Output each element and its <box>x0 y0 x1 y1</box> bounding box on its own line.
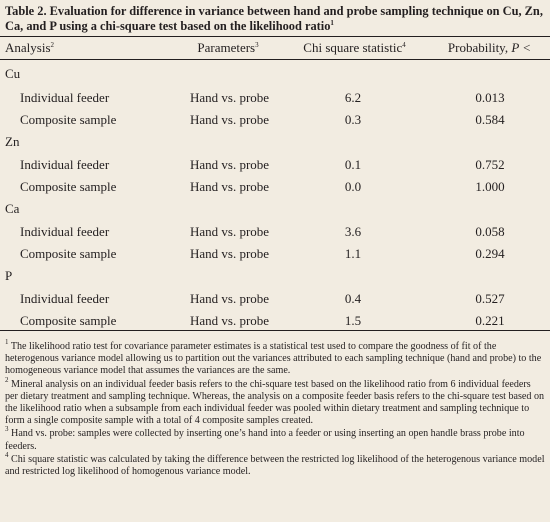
cell-chi-square: 0.0 <box>344 179 362 194</box>
cell-chi-square: 6.2 <box>344 90 362 105</box>
header-probability: Probability, P < <box>447 40 532 55</box>
group-label: Zn <box>5 134 20 149</box>
bottom-rule <box>0 330 550 331</box>
cell-chi-square: 0.1 <box>344 157 362 172</box>
group-label: Cu <box>5 66 21 81</box>
cell-parameters: Hand vs. probe <box>190 112 270 127</box>
footnote-2: $^2$ Mineral analysis on an individual feeder basis refers to the chi-square test based on the likelihood ratio from 6 individual feeders per dietary treatment and sampling technique. Whereas, the analysis on a composite feeder basis refers to the chi-square test based on the likelihood ratio when a subsample from each individual feeder was pooled within dietary treatment and sampling technique to form a single composite sample with a total of 4 composite samples created. <box>5 375 545 427</box>
header-chi-square: Chi square statistic$^4$ <box>303 40 406 55</box>
cell-parameters: Hand vs. probe <box>190 157 270 172</box>
cell-parameters: Hand vs. probe <box>190 224 270 239</box>
cell-analysis: Individual feeder <box>20 224 110 239</box>
cell-parameters: Hand vs. probe <box>190 313 270 328</box>
cell-analysis: Individual feeder <box>20 157 110 172</box>
cell-probability: 0.584 <box>475 112 505 127</box>
cell-probability: 0.221 <box>475 313 505 328</box>
cell-analysis: Composite sample <box>20 179 117 194</box>
cell-parameters: Hand vs. probe <box>190 246 270 261</box>
footnote-4: $^4$ Chi square statistic was calculated by taking the difference between the restricted log likelihood of the heterogenous variance model and restricted log likelihood of homogenous variance model. <box>5 450 545 478</box>
header-parameters: Parameters$^3$ <box>197 40 259 55</box>
cell-probability: 0.752 <box>475 157 505 172</box>
cell-probability: 1.000 <box>475 179 505 194</box>
cell-analysis: Composite sample <box>20 112 117 127</box>
footnote-1: $^1$ The likelihood ratio test for covariance parameter estimates is a statistical test used to compare the goodness of fit of the heterogenous variance model allowing us to partition out the variances attributed to each sampling technique (hand and probe) to the homogeneous variance model that assumes the variances are the same. <box>5 338 542 377</box>
group-label: Ca <box>5 201 20 216</box>
cell-chi-square: 0.4 <box>344 291 362 306</box>
caption-text: Table 2. Evaluation for difference in variance between hand and probe sampling technique on Cu, Zn, Ca, and P using a chi-square test based on the likelihood ratio <box>5 4 543 33</box>
cell-chi-square: 0.3 <box>344 112 362 127</box>
top-rule <box>0 36 550 37</box>
cell-analysis: Individual feeder <box>20 90 110 105</box>
group-label: P <box>5 268 13 283</box>
footnotes <box>5 338 545 479</box>
footnote-3: $^3$ Hand vs. probe: samples were collected by inserting one’s hand into a feeder or using inserting an open handle brass probe into feeders. <box>5 425 525 452</box>
cell-probability: 0.527 <box>475 291 505 306</box>
table-caption <box>5 4 545 33</box>
caption-footnote-mark: 1 <box>330 18 334 27</box>
header-analysis: Analysis$^2$ <box>5 40 54 55</box>
cell-chi-square: 1.1 <box>344 246 362 261</box>
cell-parameters: Hand vs. probe <box>190 291 270 306</box>
cell-chi-square: 3.6 <box>344 224 362 239</box>
cell-probability: 0.058 <box>475 224 505 239</box>
cell-probability: 0.013 <box>475 90 505 105</box>
cell-analysis: Individual feeder <box>20 291 110 306</box>
header-rule <box>0 59 550 60</box>
cell-probability: 0.294 <box>475 246 505 261</box>
cell-analysis: Composite sample <box>20 246 117 261</box>
cell-analysis: Composite sample <box>20 313 117 328</box>
cell-chi-square: 1.5 <box>344 313 362 328</box>
cell-parameters: Hand vs. probe <box>190 90 270 105</box>
cell-parameters: Hand vs. probe <box>190 179 270 194</box>
